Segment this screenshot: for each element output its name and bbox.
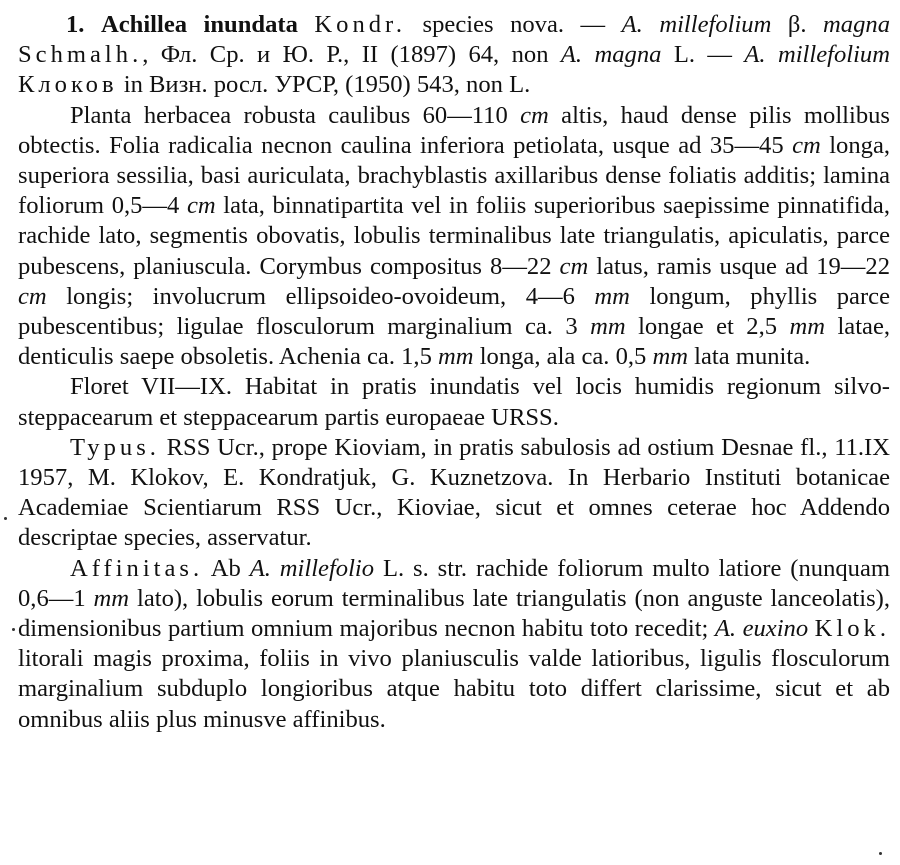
compared-species-author: Klok. [814, 615, 890, 643]
species-number: 1. [66, 11, 85, 38]
unit-label: mm [590, 313, 626, 341]
document-page [18, 10, 890, 735]
scan-speck [4, 517, 7, 520]
description-text: lata munita. [688, 343, 811, 371]
description-text: lata, binnatipartita vel in foliis superioribus saepissime pinnatifida, rachide lato, segmentis obovatis, lobulis terminalibus late triangulatis, apiculatis, parce pubescens, planiuscula. Corymbus compositus 8—22 [18, 192, 890, 280]
synonym-text-1: species nova. — [406, 11, 622, 38]
description-text: latae, denticulis saepe obsoletis. Achenia ca. 1,5 [18, 313, 891, 371]
unit-label: cm [792, 131, 821, 159]
species-heading-paragraph [18, 10, 890, 101]
typus-label: Typus. [70, 433, 160, 461]
compared-species-2: A. euxino [714, 615, 809, 643]
scan-speck [12, 628, 15, 631]
synonym-name-2: magna [823, 11, 890, 38]
unit-label: mm [594, 282, 630, 310]
habitat-text: Floret VII—IX. Habitat in pratis inundatis vel locis humidis regionum silvo-steppacearum et steppacearum partis europaeae URSS. [18, 373, 890, 431]
unit-label: cm [18, 282, 47, 310]
synonym-name-4: A. millefolium [744, 41, 890, 69]
unit-label: mm [93, 584, 130, 612]
description-text: latus, ramis usque ad 19—22 [588, 252, 890, 280]
unit-label: mm [789, 313, 825, 341]
synonym-author-3: Клоков [18, 71, 118, 99]
description-text: altis, haud dense pilis mollibus obtectis. Folia radicalia necnon caulina inferiora petiolata, usque ad 35—45 [18, 101, 890, 159]
species-author: Kondr. [314, 11, 407, 38]
unit-label: cm [186, 192, 216, 220]
synonym-text-3: , Фл. Ср. и Ю. Р., II (1897) 64, non [142, 41, 561, 69]
compared-species-1: A. millefolio [249, 554, 375, 582]
affinitas-paragraph [18, 554, 890, 735]
description-text: longum, phyllis parce pubescentibus; ligulae flosculorum marginalium ca. 3 [18, 282, 890, 341]
synonym-name-3: A. magna [560, 41, 662, 69]
affinitas-text: L. s. str. rachide foliorum multo latiore (nunquam 0,6—1 [18, 554, 891, 612]
synonym-text-4: L. — [661, 41, 745, 69]
description-text: longae et 2,5 [625, 313, 790, 341]
flowering-habitat-paragraph [18, 372, 890, 432]
synonym-name-1: A. millefolium [621, 11, 772, 38]
affinitas-label: Affinitas. [70, 554, 204, 582]
description-paragraph [18, 101, 890, 373]
synonym-author-2: Schmalh. [18, 41, 143, 69]
affinitas-text: Ab [203, 554, 250, 582]
unit-label: mm [438, 343, 474, 371]
unit-label: cm [520, 101, 549, 129]
synonym-text-2: β. [771, 11, 824, 38]
scan-speck [879, 852, 882, 855]
species-name: Achillea inundata [100, 11, 298, 38]
description-text: Planta herbacea robusta caulibus 60—110 [70, 101, 521, 129]
affinitas-text: litorali magis proxima, foliis in vivo planiusculis valde latioribus, ligulis flosculorum marginalium subduplo longioribus atque habitu toto differt clarissime, sicut et ab omnibus aliis plus minusve affinibus. [18, 645, 890, 733]
typus-paragraph [18, 433, 890, 554]
unit-label: mm [652, 343, 689, 371]
description-text: longis; involucrum ellipsoideo-ovoideum, 4—6 [46, 282, 595, 310]
description-text: longa, ala ca. 0,5 [473, 343, 653, 371]
affinitas-text: lato), lobulis eorum terminalibus late triangulatis (non anguste lanceolatis), dimensionibus partium omnium majoribus necnon habitu toto recedit; [18, 584, 891, 643]
description-text: longa, superiora sessilia, basi auriculata, brachyblastis axillaribus dense foliatis additis; lamina foliorum 0,5—4 [18, 131, 891, 220]
unit-label: cm [559, 252, 589, 280]
typus-text: RSS Ucr., prope Kioviam, in pratis sabulosis ad ostium Desnae fl., 11.IX 1957, M. Klokov, E. Kondratjuk, G. Kuznetzova. In Herbario Instituti botanicae Academiae Scientiarum RSS Ucr., Kioviae, sicut et omnes ceterae hoc Addendo descriptae species, asservatur. [18, 433, 890, 552]
synonym-text-5: in Визн. росл. УРСР, (1950) 543, non L. [117, 71, 531, 99]
